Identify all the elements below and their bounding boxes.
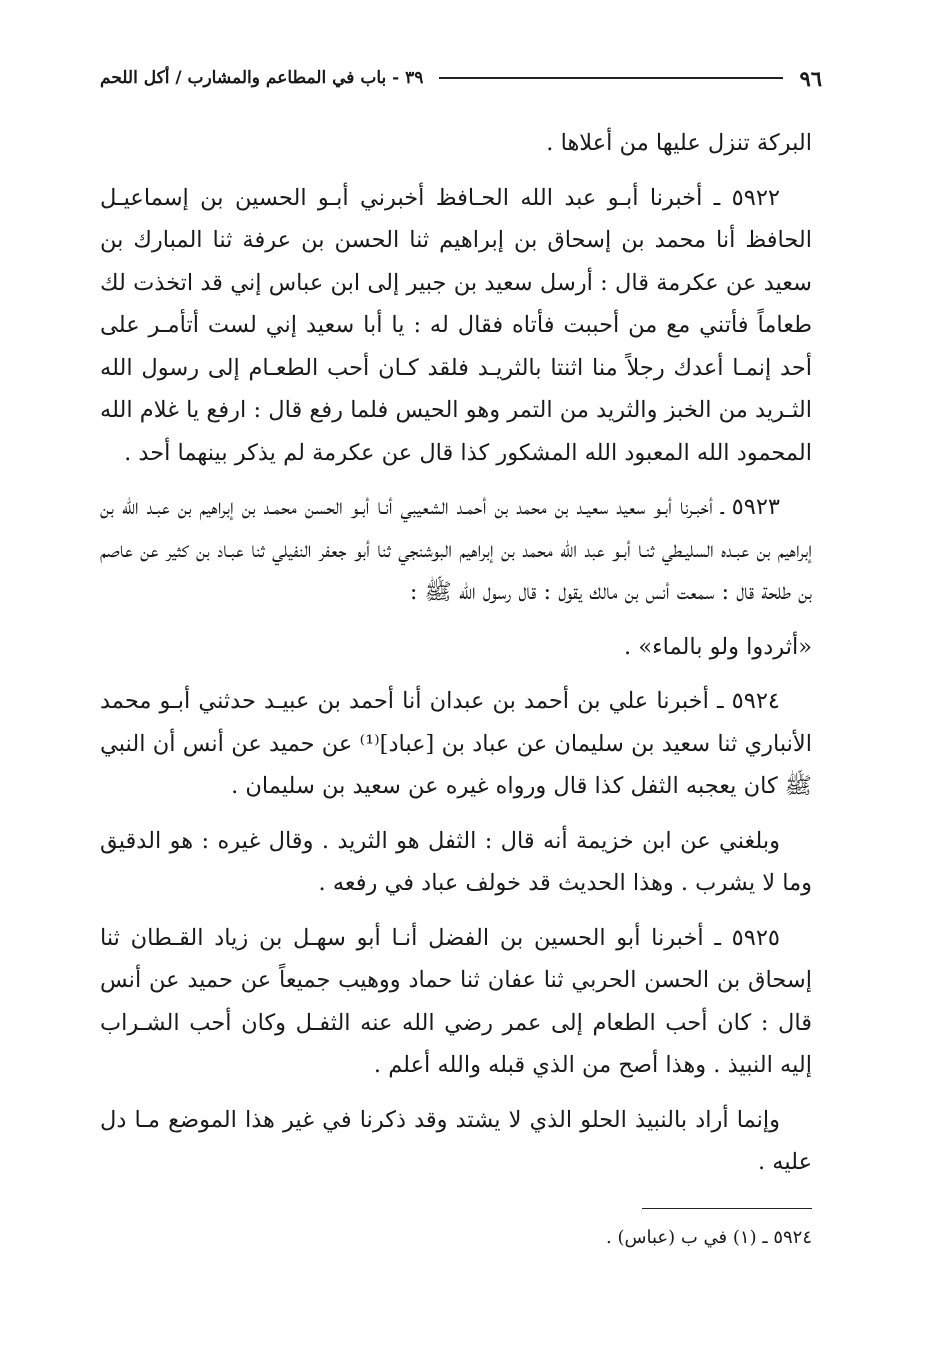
hadith-5923-quote: «أثردوا ولو بالماء» . xyxy=(624,633,812,660)
commentary-paragraph-final: وإنما أراد بالنبيذ الحلو الذي لا يشتد وقد ذكرنا في غير هذا الموضع مـا دل عليه . xyxy=(100,1106,812,1175)
hadith-5922: ٥٩٢٢ ـ أخبرنا أبـو عبد الله الحـافظ أخبرني أبـو الحسين بن إسماعيـل الحافظ أنا محمد بن إسحاق بن إبراهيم ثنا الحسن بن عرفة ثنا المبارك بن سعيد عن عكرمة قال : أرسل سعيد بن جبير إلى ابن عباس إني قد اتخذت لك طعاماً فأتني مع من أحببت فأتاه فقال له : يا أبا سعيد إني لست أتأمـر على أحد إنمـا أعدك رجلاً منا اثنتا بالثريـد فلقد كـان أحب الطعـام إلى رسول الله الثـريد من الخبز والثريد من التمر وهو الحيس فلما رفع قال : ارفع يا غلام الله المحمود الله المعبود الله المشكور كذا قال عن عكرمة لم يذكر بينهما أحد . xyxy=(100,184,812,466)
chapter-title: ٣٩ - باب في المطاعم والمشارب / أكل اللحم xyxy=(100,68,424,88)
hadith-5924: ٥٩٢٤ ـ أخبرنا علي بن أحمد بن عبدان أنا أحمد بن عبيـد حدثني أبـو محمد الأنباري ثنا سعيد بن سليمان عن عباد بن [عباد]⁽¹⁾ عن حميد عن أنس أن النبي ﷺ كان يعجبه الثفل كذا قال ورواه غيره عن سعيد بن سليمان . xyxy=(100,688,812,799)
running-header xyxy=(100,58,822,98)
footnote-rule xyxy=(642,1208,812,1209)
commentary-paragraph: وبلغني عن ابن خزيمة أنه قال : الثفل هو الثريد . وقال غيره : هو الدقيق وما لا يشرب . وهذا الحديث قد خولف عباد في رفعه . xyxy=(100,827,812,896)
hadith-5925: ٥٩٢٥ ـ أخبرنا أبو الحسين بن الفضل أنـا أبو سهـل بن زياد القـطان ثنا إسحاق بن الحسن الحربي ثنا عفان ثنا حماد ووهيب جميعاً عن حميد عن أنس قال : كان أحب الطعام إلى عمر رضي الله عنه الثفـل وكان أحب الشـراب إليه النبيذ . وهذا أصح من الذي قبله والله أعلم . xyxy=(100,924,812,1078)
hadith-5923: ٥٩٢٣ ـ أخبـرنا أبـو سعيد سعيـد بن محمد بن أحمـد الشعيبي أنـا أبـو الحسن محمـد بن إبراهيم بن عبـد الله بن إبراهيم بن عبـده السليـطي ثنـا أبـو عبد الله محمد بن إبراهيم البوشنجي ثنا أبو جعفر النفيلي ثنا عبـاد بن كثير عن عاصم بن طلحة قال : سمعت أنس بن مالك يقول : قال رسول الله ﷺ : xyxy=(100,494,812,605)
body-text xyxy=(100,122,812,1184)
book-page xyxy=(100,58,822,1253)
page-number: ٩٦ xyxy=(799,65,822,91)
footnote: ٥٩٢٤ ـ (١) في ب (عباس) . xyxy=(606,1226,812,1248)
header-rule xyxy=(439,77,783,79)
paragraph-continuation: البركة تنزل عليها من أعلاها . xyxy=(546,130,812,156)
